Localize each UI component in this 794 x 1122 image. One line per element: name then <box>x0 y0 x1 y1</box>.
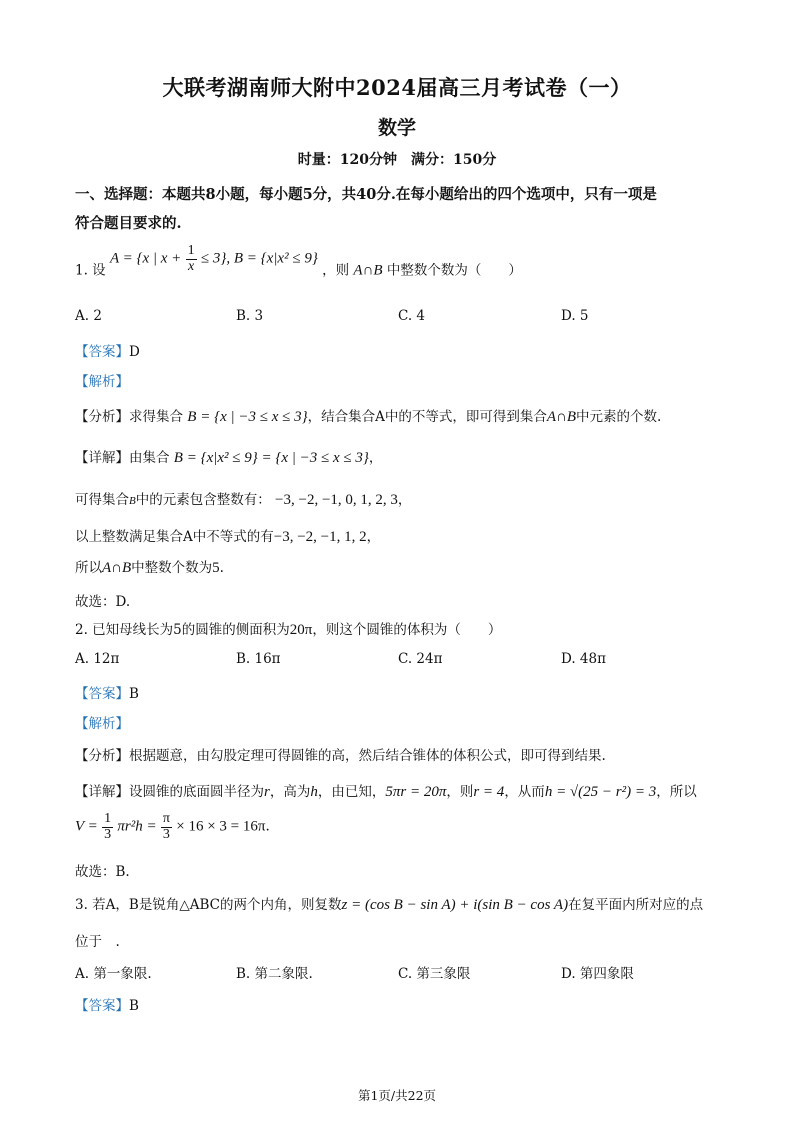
q2-answer <box>75 682 139 702</box>
question-2-stem <box>75 618 501 639</box>
q1-set-b: ≤ 3}, B = {x|x² ≤ 9} <box>200 250 318 267</box>
q1-analysis-tag: 【解析】 <box>75 374 129 390</box>
q3-stem-a: 3. 若A，B是锐角△ABC的两个内角，则复数 <box>75 897 342 913</box>
q1-line5-e: . <box>219 560 224 576</box>
q2-detail-a: 设圆锥的底面圆半径为 <box>129 784 264 800</box>
section-heading-line1: 一、选择题：本题共8小题，每小题5分，共40分.在每小题给出的四个选项中，只有一项是 <box>75 186 657 203</box>
q2-option-a: A. 12π <box>75 651 120 667</box>
q1-answer <box>75 340 140 360</box>
q2-vol-frac2-num: π <box>162 811 170 826</box>
q1-line5 <box>75 556 224 577</box>
q2-option-b: B. 16π <box>236 651 281 667</box>
q2-detail-h: h <box>310 784 318 800</box>
answer-tag: 【答案】 <box>75 344 129 360</box>
q1-detail-b: B = {x|x² ≤ 9} = {x | −3 ≤ x ≤ 3} <box>173 450 369 466</box>
q2-detail-r: r <box>264 784 270 800</box>
subject-title: 数学 <box>377 117 416 139</box>
q1-fenxi-a: 求得集合 <box>129 409 183 425</box>
q3-option-d: D. 第四象限 <box>561 966 634 982</box>
q2-vol-b: πr²h = <box>117 818 157 835</box>
q2-option-c: C. 24π <box>398 651 443 667</box>
q3-stem-b: z = (cos B − sin A) + i(sin B − cos A) <box>341 897 569 913</box>
detail-tag: 【详解】 <box>75 784 129 800</box>
q1-line4-a: 以上整数满足集合A中不等式的有 <box>75 529 274 545</box>
q2-option-d: D. 48π <box>561 651 606 667</box>
q1-line4-c: ， <box>366 529 381 545</box>
q2-vol-d: . <box>265 818 270 835</box>
q3-answer-value: B <box>129 998 139 1014</box>
page-number: 第1页/共22页 <box>357 1088 437 1103</box>
q2-fenxi <box>75 744 606 764</box>
q2-stem-b: 20π <box>289 622 313 638</box>
q3-answer <box>75 994 139 1014</box>
q1-line5-a: 所以 <box>75 560 102 576</box>
q2-vol-a: V = <box>75 818 98 835</box>
q1-detail <box>75 446 382 467</box>
q1-stem-end: ，则 <box>322 262 350 279</box>
q1-line5-b: A∩B <box>102 560 132 576</box>
q2-vol-frac2-den: 3 <box>162 826 170 842</box>
q1-line3 <box>75 488 411 509</box>
q2-detail-c: ，由已知， <box>317 784 386 800</box>
q1-set-a: A = {x | x + <box>109 250 182 267</box>
q2-detail-eq2: r = 4 <box>473 784 505 800</box>
q1-ab: A∩B <box>353 262 383 279</box>
q1-option-d: D. 5 <box>561 308 589 324</box>
q1-fenxi-c: ，结合集合A中的不等式，即可得到集合 <box>307 409 547 425</box>
q1-stem-tail: 中整数个数为（ ） <box>386 262 522 279</box>
q1-detail-c: ， <box>368 450 383 466</box>
q2-fenxi-text: 根据题意，由勾股定理可得圆锥的高，然后结合锥体的体积公式，即可得到结果. <box>129 748 606 764</box>
exam-title: 大联考湖南师大附中2024届高三月考试卷（一） <box>162 75 632 100</box>
q2-vol-frac2 <box>161 812 172 842</box>
q2-detail-e: ，从而 <box>504 784 545 800</box>
q2-detail-eq3: h = √(25 − r²) = 3 <box>544 784 657 800</box>
q1-fenxi-e: 中元素的个数. <box>576 409 662 425</box>
q2-conclusion: 故选：B. <box>75 864 130 880</box>
question-3-stem <box>75 893 703 914</box>
q2-detail-d: ，则 <box>446 784 474 800</box>
q1-option-a: A. 2 <box>75 308 102 324</box>
q2-vol-frac1-den: 3 <box>104 826 112 842</box>
q1-prefix: 1. 设 <box>75 262 106 279</box>
q1-line3-b: B <box>129 495 136 507</box>
section-heading-line2: 符合题目要求的. <box>75 215 182 232</box>
q1-line3-e: ， <box>397 492 412 508</box>
q1-line4 <box>75 525 380 546</box>
q2-vol-c: × 16 × 3 = 16π <box>176 818 266 835</box>
q1-line5-d: 5 <box>212 560 220 576</box>
q1-line3-a: 可得集合 <box>75 492 129 508</box>
q2-vol-frac1-num: 1 <box>104 811 112 826</box>
q2-stem-a: 2. 已知母线长为5的圆锥的侧面积为 <box>75 622 290 638</box>
answer-tag: 【答案】 <box>75 686 129 702</box>
q1-option-c: C. 4 <box>398 308 426 324</box>
q3-option-a: A. 第一象限. <box>75 966 152 982</box>
exam-meta: 时量：120分钟 满分：150分 <box>297 152 497 168</box>
q1-line4-b: −3, −2, −1, 1, 2 <box>273 529 367 545</box>
q1-fraction <box>186 244 197 274</box>
q1-line5-c: 中整数个数为 <box>131 560 213 576</box>
answer-tag: 【答案】 <box>75 998 129 1014</box>
q1-line3-c: 中的元素包含整数有： <box>135 492 271 508</box>
q3-option-b: B. 第二象限. <box>236 966 313 982</box>
q1-answer-value: D <box>129 344 140 360</box>
q2-vol-frac1 <box>102 812 113 842</box>
detail-tag: 【详解】 <box>75 450 129 466</box>
q2-detail-f: ，所以 <box>656 784 697 800</box>
fenxi-tag: 【分析】 <box>75 409 129 425</box>
q2-detail <box>75 780 697 801</box>
q3-option-c: C. 第三象限 <box>398 966 471 982</box>
q1-frac-num: 1 <box>187 243 195 258</box>
q1-fenxi <box>75 405 661 426</box>
fenxi-tag: 【分析】 <box>75 748 129 764</box>
q2-detail-eq1: 5πr = 20π <box>385 784 447 800</box>
q1-line3-d: −3, −2, −1, 0, 1, 2, 3 <box>275 492 398 508</box>
q1-frac-den: x <box>187 258 195 274</box>
q3-stem-line2: 位于 . <box>75 934 120 950</box>
q2-detail-b: ，高为 <box>269 784 311 800</box>
q2-stem-c: ，则这个圆锥的体积为（ ） <box>312 622 502 638</box>
q2-answer-value: B <box>129 686 139 702</box>
question-1-stem <box>75 244 522 280</box>
q1-option-b: B. 3 <box>236 308 264 324</box>
q1-fenxi-d: A∩B <box>546 409 577 425</box>
q1-fenxi-b: B = {x | −3 ≤ x ≤ 3} <box>187 409 308 425</box>
q3-stem-c: 在复平面内所对应的点 <box>568 897 704 913</box>
q1-detail-a: 由集合 <box>129 450 170 466</box>
q1-conclusion: 故选：D. <box>75 594 131 610</box>
q2-volume-formula <box>75 812 270 842</box>
q2-analysis-tag: 【解析】 <box>75 716 129 732</box>
